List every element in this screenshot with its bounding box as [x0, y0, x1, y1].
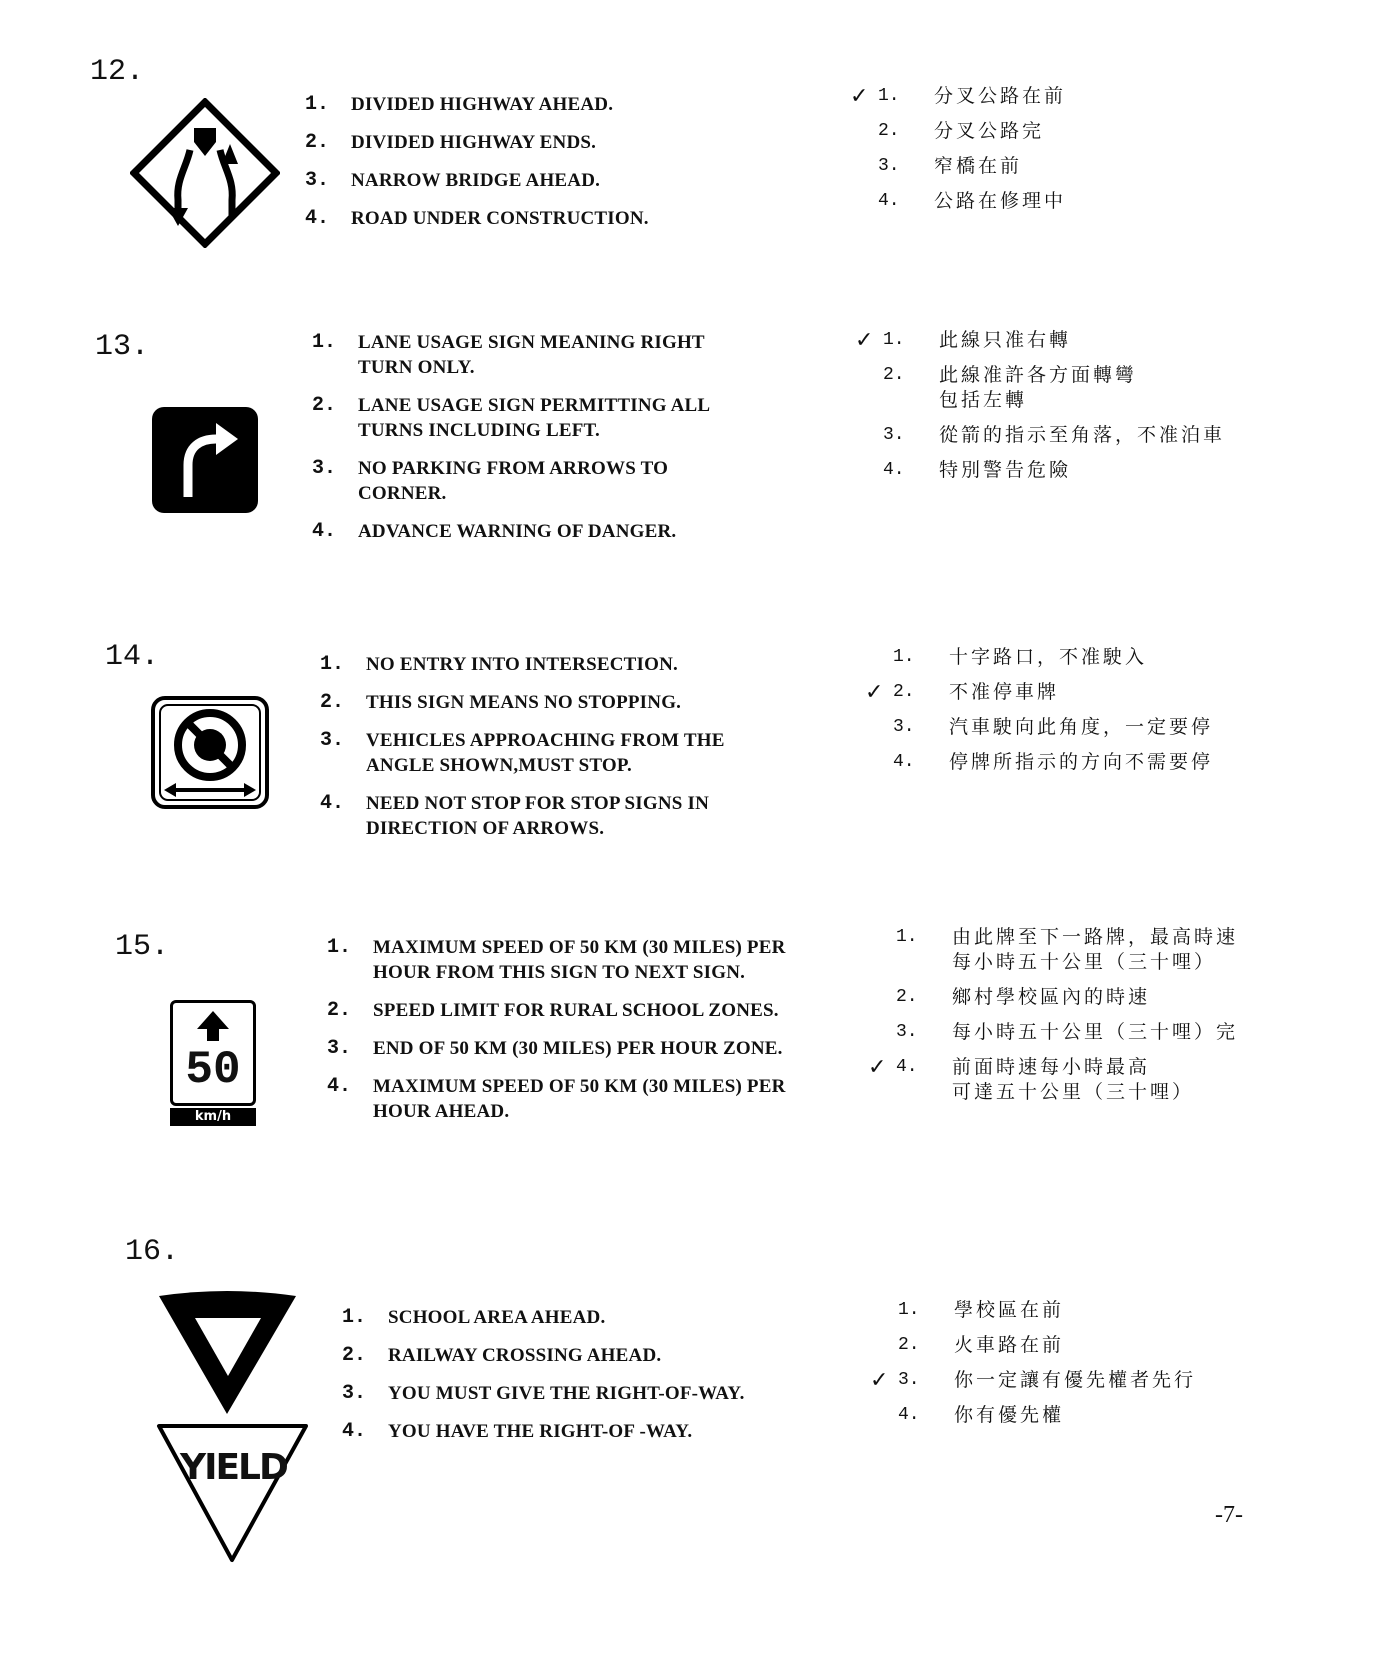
option: 3. YOU MUST GIVE THE RIGHT-OF-WAY.: [342, 1382, 745, 1405]
option: 3. NARROW BRIDGE AHEAD.: [305, 169, 601, 192]
chinese-options: [868, 925, 1368, 1115]
checkmark-icon: ✓: [850, 84, 869, 109]
option: 3. 從箭的指示至角落，不准泊車: [855, 423, 1335, 448]
checkmark-icon: [865, 715, 893, 740]
option: 1. 學校區在前: [870, 1298, 1350, 1323]
chinese-options: [850, 84, 1330, 224]
speed-50-sign: [170, 1000, 256, 1128]
english-options: [320, 652, 880, 854]
yield-sign-solid: [155, 1290, 300, 1418]
option: 2. SPEED LIMIT FOR RURAL SCHOOL ZONES.: [327, 999, 779, 1022]
option: 4. ROAD UNDER CONSTRUCTION.: [305, 207, 649, 230]
yield-text: YIELD: [180, 1447, 287, 1488]
option: 2. DIVIDED HIGHWAY ENDS.: [305, 131, 597, 154]
option: 4. ADVANCE WARNING OF DANGER.: [312, 520, 677, 543]
option: 2. 火車路在前: [870, 1333, 1350, 1358]
option: 2. 分叉公路完: [850, 119, 1330, 144]
chinese-options: [870, 1298, 1350, 1438]
option: 1. SCHOOL AREA AHEAD.: [342, 1306, 606, 1329]
option: 2. 鄉村學校區內的時速: [868, 985, 1368, 1010]
option: 1. LANE USAGE SIGN MEANING RIGHT TURN ONLY.: [312, 331, 705, 378]
option: ✓ 2. 不准停車牌: [865, 680, 1060, 705]
sign-plate: [170, 1000, 256, 1106]
question-number: 16.: [125, 1235, 180, 1269]
option: 2. LANE USAGE SIGN PERMITTING ALL TURNS INCLUDING LEFT.: [312, 394, 710, 441]
question-number: 15.: [115, 930, 170, 964]
option: ✓ 4. 前面時速每小時最高 可達五十公里（三十哩）: [868, 1055, 1195, 1103]
option: 3. END OF 50 KM (30 MILES) PER HOUR ZONE.: [327, 1037, 783, 1060]
right-turn-only-sign: [150, 405, 260, 515]
option: 3. 窄橋在前: [850, 154, 1330, 179]
english-options: [305, 92, 865, 244]
question-number: 12.: [90, 55, 145, 89]
option: 4. MAXIMUM SPEED OF 50 KM (30 MILES) PER HOUR AHEAD.: [327, 1075, 786, 1122]
checkmark-icon: [868, 985, 896, 1010]
english-options: [342, 1305, 902, 1457]
option: 4. NEED NOT STOP FOR STOP SIGNS IN DIRECTION OF ARROWS.: [320, 792, 710, 839]
option: 1. NO ENTRY INTO INTERSECTION.: [320, 653, 678, 676]
option: 1. 由此牌至下一路牌，最高時速 每小時五十公里（三十哩）: [868, 925, 1368, 975]
option: 4. 特別警告危險: [855, 458, 1335, 483]
option: 3. 每小時五十公里（三十哩）完: [868, 1020, 1368, 1045]
divided-highway-ahead-sign: [130, 98, 280, 248]
option: 3. 汽車駛向此角度，一定要停: [865, 715, 1345, 740]
option: 3. NO PARKING FROM ARROWS TO CORNER.: [312, 457, 669, 504]
checkmark-icon: [855, 458, 883, 483]
option: 1. 十字路口，不准駛入: [865, 645, 1345, 670]
checkmark-icon: [870, 1333, 898, 1358]
question-number: 14.: [105, 640, 160, 674]
checkmark-icon: [850, 154, 878, 179]
page-number: -7-: [1215, 1502, 1243, 1528]
checkmark-icon: ✓: [870, 1368, 889, 1393]
yield-sign-outline: [155, 1420, 310, 1565]
option: 3. VEHICLES APPROACHING FROM THE ANGLE SHOWN,MUST STOP.: [320, 729, 725, 776]
chinese-options: [865, 645, 1345, 785]
checkmark-icon: [870, 1298, 898, 1323]
option: 2. 此線准許各方面轉彎 包括左轉: [855, 363, 1335, 413]
option: 1. MAXIMUM SPEED OF 50 KM (30 MILES) PER HOUR FROM THIS SIGN TO NEXT SIGN.: [327, 936, 786, 983]
checkmark-icon: [850, 189, 878, 214]
speed-value: 50: [185, 1044, 241, 1096]
no-stopping-sign: [150, 695, 270, 810]
up-arrow-icon: [173, 1009, 253, 1043]
checkmark-icon: [855, 423, 883, 448]
checkmark-icon: [865, 645, 893, 670]
checkmark-icon: ✓: [855, 328, 874, 353]
option: ✓ 3. 你一定讓有優先權者先行: [870, 1368, 1197, 1393]
option: 4. YOU HAVE THE RIGHT-OF -WAY.: [342, 1420, 693, 1443]
yield-triangle-icon: [155, 1420, 310, 1565]
speed-unit: km/h: [170, 1108, 256, 1126]
question-number: 13.: [95, 330, 150, 364]
option: 4. 你有優先權: [870, 1403, 1350, 1428]
option: ✓ 1. 此線只准右轉: [855, 328, 1072, 353]
option: 1. DIVIDED HIGHWAY AHEAD.: [305, 93, 614, 116]
option: ✓ 1. 分叉公路在前: [850, 84, 1067, 109]
option: 4. 公路在修理中: [850, 189, 1330, 214]
checkmark-icon: [868, 1020, 896, 1045]
checkmark-icon: [865, 750, 893, 775]
checkmark-icon: ✓: [868, 1055, 887, 1080]
option: 2. RAILWAY CROSSING AHEAD.: [342, 1344, 662, 1367]
checkmark-icon: ✓: [865, 680, 884, 705]
checkmark-icon: [855, 363, 883, 413]
chinese-options: [855, 328, 1335, 493]
checkmark-icon: [868, 925, 896, 975]
option: 2. THIS SIGN MEANS NO STOPPING.: [320, 691, 682, 714]
checkmark-icon: [850, 119, 878, 144]
english-options: [327, 935, 887, 1137]
option: 4. 停牌所指示的方向不需要停: [865, 750, 1345, 775]
english-options: [312, 330, 872, 557]
checkmark-icon: [870, 1403, 898, 1428]
